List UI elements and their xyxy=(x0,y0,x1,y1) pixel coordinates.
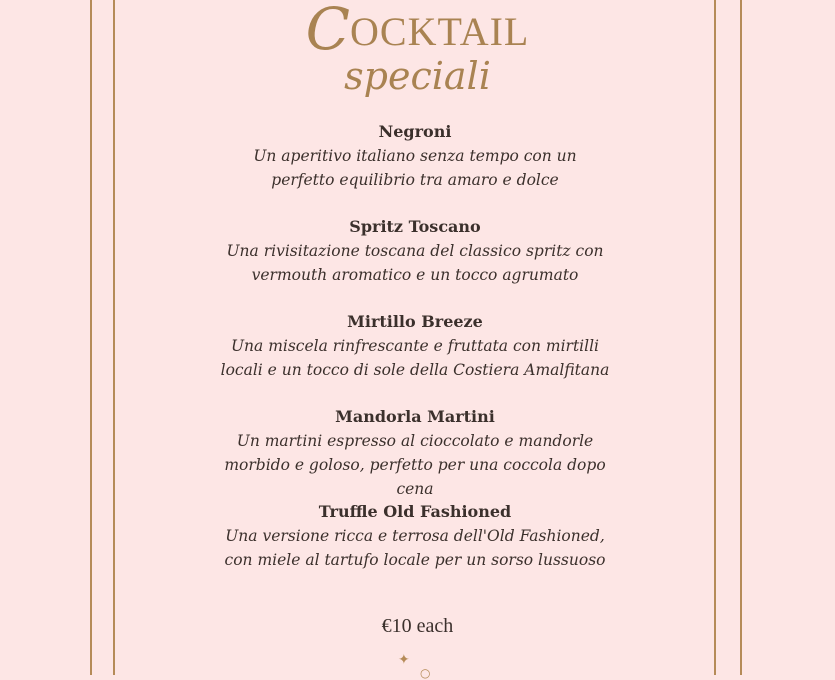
menu-item-description: Una versione ricca e terrosa dell'Old Fashioned, con miele al tartufo locale per un sorso lussuoso xyxy=(224,527,606,569)
menu-item-name: Mandorla Martini xyxy=(335,407,495,426)
menu-item xyxy=(115,500,715,595)
title-initial: C xyxy=(305,0,351,63)
menu-item-name: Mirtillo Breeze xyxy=(347,312,483,331)
menu-item-name: Negroni xyxy=(378,122,452,141)
page-subtitle: speciali xyxy=(344,54,491,98)
price-label: €10 each xyxy=(381,615,454,637)
sparkle-icon: ✦ xyxy=(398,652,410,668)
menu-item-description: Un aperitivo italiano senza tempo con un perfetto equilibrio tra amaro e dolce xyxy=(253,147,577,189)
menu-item xyxy=(115,215,715,310)
title-rest: OCKTAIL xyxy=(350,9,530,54)
menu-item-description: Un martini espresso al cioccolato e mandorle morbido e goloso, perfetto per una coccola dopo cena xyxy=(224,432,606,498)
cocktail-menu xyxy=(115,120,715,595)
sparkle-icon: ○ xyxy=(420,666,431,680)
menu-item-name: Truffle Old Fashioned xyxy=(318,502,512,521)
menu-item xyxy=(115,405,715,500)
menu-item-description: Una rivisitazione toscana del classico spritz con vermouth aromatico e un tocco agrumato xyxy=(226,242,604,284)
menu-item-name: Spritz Toscano xyxy=(349,217,481,236)
menu-item-description: Una miscela rinfrescante e fruttata con mirtilli locali e un tocco di sole della Costiera Amalfitana xyxy=(220,337,610,379)
menu-item xyxy=(115,310,715,405)
menu-item xyxy=(115,120,715,215)
